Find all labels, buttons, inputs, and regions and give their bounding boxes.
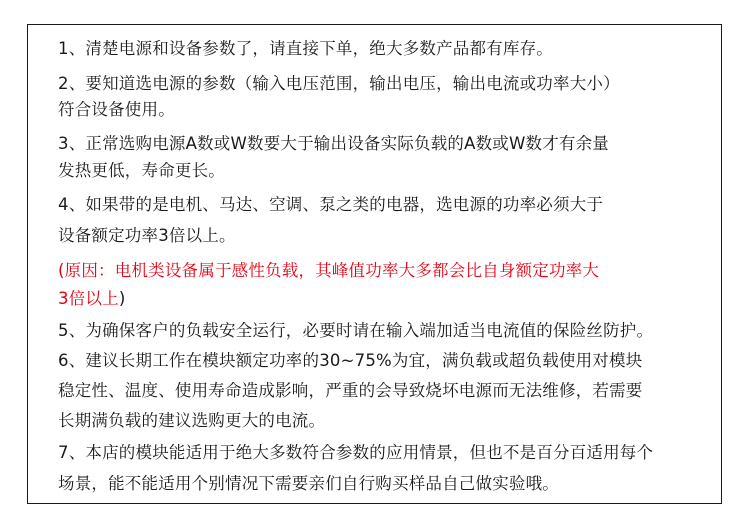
reason-open-paren: ( [58, 261, 65, 280]
item-7-line-2: 场景，能不能适用个别情况下需要亲们自行购买样品自己做实验哦。 [58, 474, 559, 493]
reason-line-1 [58, 259, 599, 283]
item-6-line-2: 稳定性、温度、使用寿命造成影响，严重的会导致烧坏电源而无法维修，若需要 [58, 381, 643, 400]
item-5-line-1: 5、为确保客户的负载安全运行，必要时请在输入端加适当电流值的保险丝防护。 [58, 321, 654, 340]
item-3-line-2: 发热更低，寿命更长。 [58, 161, 225, 180]
reason-text-2: 3倍以上 [58, 289, 119, 308]
item-6-line-3: 长期满负载的建议选购更大的电流。 [58, 411, 326, 430]
reason-line-2 [58, 287, 125, 311]
item-4-line-1: 4、如果带的是电机、马达、空调、泵之类的电器，选电源的功率必须大于 [58, 195, 604, 214]
item-2-line-2: 符合设备使用。 [58, 100, 175, 119]
item-2-line-1: 2、要知道选电源的参数（输入电压范围，输出电压，输出电流或功率大小） [58, 74, 620, 93]
item-1-line-1: 1、清楚电源和设备参数了，请直接下单，绝大多数产品都有库存。 [58, 39, 553, 58]
item-4-line-2: 设备额定功率3倍以上。 [58, 226, 236, 245]
item-6-line-1: 6、建议长期工作在模块额定功率的30~75%为宜，满负载或超负载使用对模块 [58, 351, 643, 370]
notice-box [27, 24, 722, 504]
item-7-line-1: 7、本店的模块能适用于绝大多数符合参数的应用情景，但也不是百分百适用每个 [58, 443, 654, 462]
item-3-line-1: 3、正常选购电源A数或W数要大于输出设备实际负载的A数或W数才有余量 [58, 134, 610, 153]
reason-close-paren: ) [118, 289, 126, 308]
reason-text-1: 原因：电机类设备属于感性负载，其峰值功率大多都会比自身额定功率大 [64, 261, 600, 280]
